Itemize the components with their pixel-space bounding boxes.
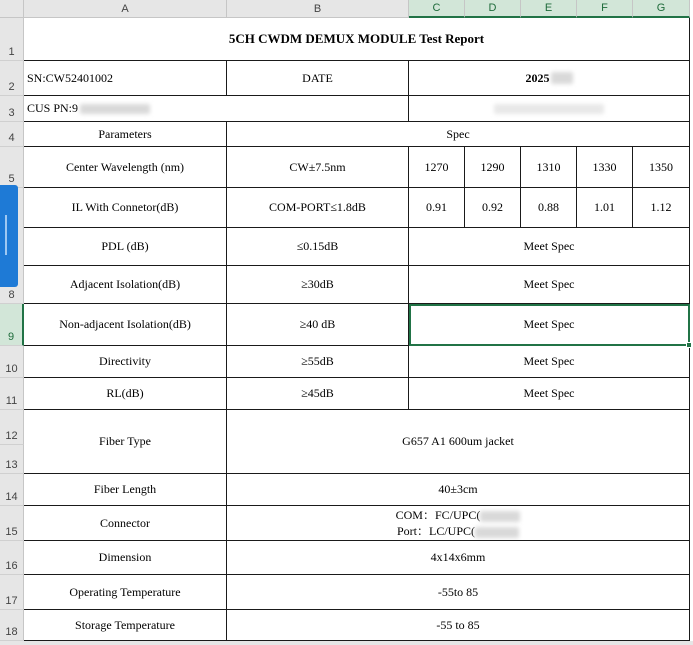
report-title[interactable]: 5CH CWDM DEMUX MODULE Test Report [24,18,690,61]
serial-number-cell[interactable]: SN:CW52401002 [24,61,227,96]
rl-label[interactable]: RL(dB) [24,378,227,410]
column-header-g[interactable]: G [633,0,690,18]
il-ch3[interactable]: 0.88 [521,188,577,228]
row-header-1[interactable]: 1 [0,18,24,61]
fiber-length-label[interactable]: Fiber Length [24,474,227,506]
customer-pn-cell[interactable] [24,96,409,122]
wavelength-ch4[interactable]: 1330 [577,147,633,188]
fiber-length-value[interactable]: 40±3cm [227,474,690,506]
il-spec[interactable]: COM-PORT≤1.8dB [227,188,409,228]
pdl-result[interactable]: Meet Spec [409,228,690,266]
adjacent-isolation-spec[interactable]: ≥30dB [227,266,409,304]
redacted-area [494,104,604,114]
row-header-8[interactable]: 8 [0,188,24,304]
row-header-3[interactable]: 3 [0,96,24,122]
il-label[interactable]: IL With Connetor(dB) [24,188,227,228]
il-ch1[interactable]: 0.91 [409,188,465,228]
connector-port-line [397,523,519,539]
row-header-5[interactable]: 5 [0,147,24,188]
column-header-b[interactable]: B [227,0,409,18]
column-header-f[interactable]: F [577,0,633,18]
rl-spec[interactable]: ≥45dB [227,378,409,410]
il-ch2[interactable]: 0.92 [465,188,521,228]
empty-cell-row3[interactable] [409,96,690,122]
date-value-cell[interactable] [409,61,690,96]
row-header-13[interactable]: 13 [0,445,24,474]
dimension-value[interactable]: 4x14x6mm [227,541,690,575]
connector-label[interactable]: Connector [24,506,227,541]
non-adjacent-isolation-result[interactable]: Meet Spec [409,304,690,346]
row-header-11[interactable]: 11 [0,378,24,410]
fill-handle[interactable] [686,342,692,348]
column-header-c[interactable]: C [409,0,465,18]
row-header-2[interactable]: 2 [0,61,24,96]
connector-port-text: Port：LC/UPC( [396,524,475,538]
center-wavelength-label[interactable]: Center Wavelength (nm) [24,147,227,188]
redacted-customer-pn [80,104,150,114]
directivity-result[interactable]: Meet Spec [409,346,690,378]
pdl-spec[interactable]: ≤0.15dB [227,228,409,266]
row-header-15[interactable]: 15 [0,506,24,541]
connector-com-line [396,507,521,523]
rl-result[interactable]: Meet Spec [409,378,690,410]
connector-com-text: COM：FC/UPC( [395,508,481,522]
row-header-4[interactable]: 4 [0,122,24,147]
row-header-12[interactable]: 12 [0,410,24,445]
storage-temperature-value[interactable]: -55 to 85 [227,610,690,641]
side-panel-tab[interactable] [0,185,18,287]
date-label-cell[interactable]: DATE [227,61,409,96]
adjacent-isolation-result[interactable]: Meet Spec [409,266,690,304]
operating-temperature-label[interactable]: Operating Temperature [24,575,227,610]
customer-pn-text: CUS PN:9 [27,101,79,115]
center-wavelength-spec[interactable]: CW±7.5nm [227,147,409,188]
connector-value[interactable] [227,506,690,541]
column-header-d[interactable]: D [465,0,521,18]
il-ch5[interactable]: 1.12 [633,188,690,228]
row-header-10[interactable]: 10 [0,346,24,378]
non-adjacent-isolation-label[interactable]: Non-adjacent Isolation(dB) [24,304,227,346]
pdl-label[interactable]: PDL (dB) [24,228,227,266]
row-header-18[interactable]: 18 [0,610,24,641]
wavelength-ch3[interactable]: 1310 [521,147,577,188]
fiber-type-label[interactable]: Fiber Type [24,410,227,474]
dimension-label[interactable]: Dimension [24,541,227,575]
row-header-14[interactable]: 14 [0,474,24,506]
row-header-16[interactable]: 16 [0,541,24,575]
select-all-corner[interactable] [0,0,24,18]
sheet-tabs-bar [0,641,693,645]
wavelength-ch2[interactable]: 1290 [465,147,521,188]
wavelength-ch5[interactable]: 1350 [633,147,690,188]
date-value-text: 2025 [525,70,550,85]
column-header-a[interactable]: A [24,0,227,18]
redacted-com [480,511,520,522]
directivity-label[interactable]: Directivity [24,346,227,378]
parameters-header[interactable]: Parameters [24,122,227,147]
storage-temperature-label[interactable]: Storage Temperature [24,610,227,641]
directivity-spec[interactable]: ≥55dB [227,346,409,378]
redacted-date [551,72,573,84]
non-adjacent-isolation-spec[interactable]: ≥40 dB [227,304,409,346]
column-header-e[interactable]: E [521,0,577,18]
wavelength-ch1[interactable]: 1270 [409,147,465,188]
operating-temperature-value[interactable]: -55to 85 [227,575,690,610]
grip-icon [5,215,7,255]
fiber-type-value[interactable]: G657 A1 600um jacket [227,410,690,474]
redacted-port [475,527,519,538]
adjacent-isolation-label[interactable]: Adjacent Isolation(dB) [24,266,227,304]
row-header-9[interactable]: 9 [0,304,24,346]
row-header-17[interactable]: 17 [0,575,24,610]
il-ch4[interactable]: 1.01 [577,188,633,228]
spec-header[interactable]: Spec [227,122,690,147]
